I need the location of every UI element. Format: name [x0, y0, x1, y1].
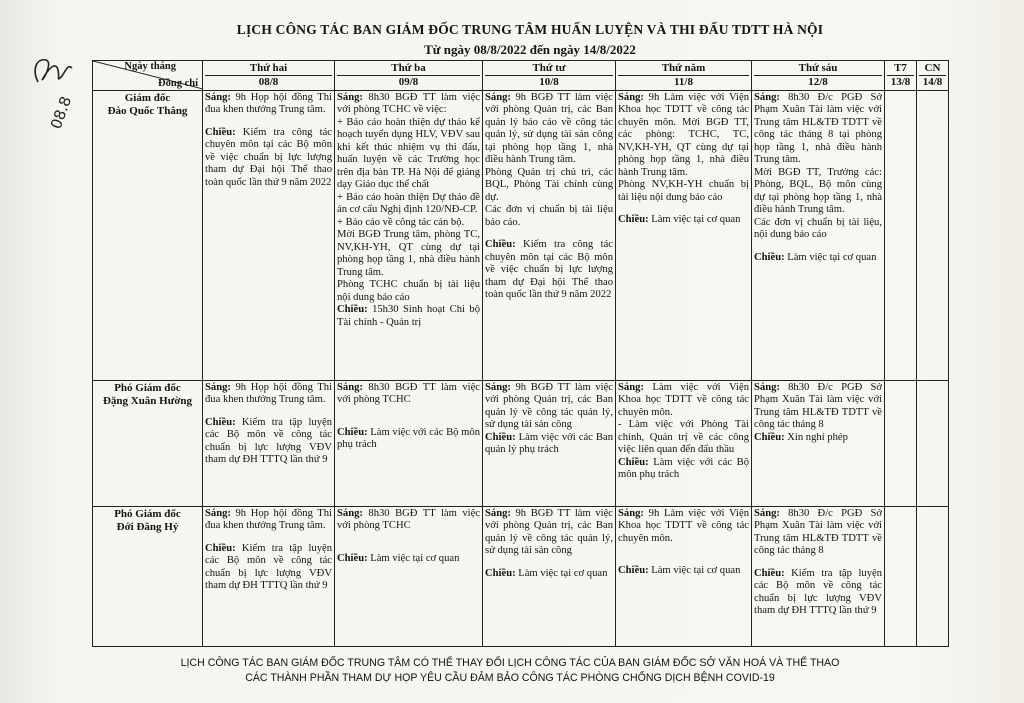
schedule-cell: [335, 90, 483, 380]
time-label: Chiều:: [618, 456, 649, 468]
schedule-cell: [483, 380, 616, 506]
schedule-entry: Chiều: Làm việc tại cơ quan: [337, 552, 460, 564]
time-label: Sáng:: [618, 381, 644, 393]
schedule-entry: Chiều: Xin nghỉ phép: [754, 431, 848, 443]
time-label: Sáng:: [485, 381, 511, 393]
person-name: Đào Quốc Thắng: [107, 104, 188, 117]
schedule-entry: Các đơn vị chuẩn bị tài liệu, nội dung báo cáo: [754, 216, 882, 241]
schedule-entry: Chiều: Làm việc tại cơ quan: [485, 567, 608, 579]
schedule-entry: Chiều: Làm việc với các Ban quản lý phụ trách: [485, 431, 613, 456]
schedule-cell: [203, 506, 335, 646]
spacer: [754, 558, 882, 568]
schedule-entry: Sáng: 8h30 Đ/c PGĐ Sở Phạm Xuân Tài làm việc với Trung tâm HL&TĐ TDTT về công tác tháng 8: [754, 507, 882, 557]
day-name: Thứ năm: [661, 62, 706, 74]
schedule-entry: + Báo cáo hoàn thiện dự thảo kế hoạch tuyển dụng HLV, VĐV sau khi kết thúc nhiệm vụ thi đấu, huấn luyện về các Trường học trên địa bàn TP. Hà Nội để giảng dạy Giáo dục thể chất: [337, 116, 480, 191]
schedule-entry: Chiều: Kiểm tra tập luyện các Bộ môn về công tác chuẩn bị lực lượng VĐV tham dự ĐH TTTQ lần thứ 9: [205, 416, 332, 466]
spacer: [337, 543, 480, 553]
person-name: Đặng Xuân Hường: [102, 394, 193, 407]
day-name: Thứ ba: [391, 62, 426, 74]
schedule-cell: [917, 506, 949, 646]
table-row: [93, 380, 949, 506]
time-label: Chiều:: [485, 239, 516, 251]
time-label: Chiều:: [485, 431, 516, 443]
corner-person-label: Đồng chí: [158, 77, 198, 89]
time-label: Sáng:: [618, 507, 644, 519]
spacer: [618, 204, 749, 214]
day-date: 08/8: [205, 75, 332, 89]
time-label: Chiều:: [337, 552, 368, 564]
time-label: Sáng:: [337, 91, 363, 103]
schedule-cell: [917, 90, 949, 380]
time-label: Sáng:: [205, 381, 231, 393]
schedule-entry: Chiều: Kiểm tra công tác chuyên môn tại các Bộ môn về việc chuẩn bị lực lượng tham dự Đại hội Thể thao toàn quốc lần thứ 9 năm 2022: [205, 126, 332, 188]
time-label: Chiều:: [754, 251, 785, 263]
schedule-cell: [203, 90, 335, 380]
spacer: [205, 407, 332, 417]
schedule-entry: Mời BGĐ TT, Trưởng các: Phòng, BQL, Bộ môn cùng dự tại phòng họp tầng 1, nhà điều hành Trung tâm.: [754, 166, 882, 216]
time-label: Chiều:: [337, 304, 368, 316]
schedule-cell: [616, 90, 752, 380]
spacer: [205, 533, 332, 543]
schedule-entry: - Làm việc với Phòng Tài chính, Quản trị về các công việc liên quan đến đấu thầu: [618, 419, 749, 456]
day-name: CN: [924, 62, 941, 74]
schedule-entry: Sáng: 9h Làm việc với Viện Khoa học TDTT về công tác chuyên môn. Mời BGĐ TT, các phòng: TCHC, TC, NV,KH-YH, QT cùng dự tại phòng họp tầng 1, nhà điều hành Trung tâm.: [618, 91, 749, 178]
schedule-entry: + Báo cáo hoàn thiện Dự thảo đề án cơ cấu Nghị định 120/NĐ-CP.: [337, 191, 480, 216]
day-name: Thứ tư: [532, 62, 566, 74]
schedule-entry: Chiều: Kiểm tra tập luyện các Bộ môn về công tác chuẩn bị lực lượng VĐV tham dự ĐH TTTQ lần thứ 9: [754, 567, 882, 617]
time-label: Sáng:: [754, 507, 780, 519]
schedule-entry: Sáng: 9h Họp hội đồng Thi đua khen thưởng Trung tâm.: [205, 507, 332, 532]
schedule-entry: Chiều: Kiểm tra tập luyện các Bộ môn về công tác chuẩn bị lực lượng VĐV tham dự ĐH TTTQ lần thứ 9: [205, 542, 332, 592]
day-date: 13/8: [887, 75, 914, 89]
footer-note-2: CÁC THÀNH PHẦN THAM DỰ HỌP YÊU CẦU ĐẢM BẢO CÔNG TÁC PHÒNG CHỐNG DỊCH BỆNH COVID-19: [245, 672, 775, 684]
spacer: [485, 558, 613, 568]
schedule-cell: [203, 380, 335, 506]
spacer: [337, 407, 480, 417]
schedule-entry: Chiều: Làm việc tại cơ quan: [618, 214, 741, 226]
schedule-cell: [335, 380, 483, 506]
time-label: Sáng:: [754, 381, 780, 393]
schedule-entry: Sáng: 9h BGĐ TT làm việc với phòng Quản trị, các Ban quản lý về công tác quản lý, sử dụng tài sản công: [485, 507, 613, 557]
schedule-cell: [885, 380, 917, 506]
schedule-cell: [483, 506, 616, 646]
schedule-table: [92, 60, 949, 647]
time-label: Sáng:: [485, 507, 511, 519]
schedule-entry: Sáng: 8h30 BGĐ TT làm việc với phòng TCHC: [337, 507, 480, 532]
schedule-body: [93, 90, 949, 646]
spacer: [618, 555, 749, 565]
day-header-wed: [483, 61, 616, 91]
day-date: 12/8: [754, 75, 882, 89]
time-label: Sáng:: [754, 91, 780, 103]
day-date: 11/8: [618, 75, 749, 89]
schedule-entry: Các đơn vị chuẩn bị tài liệu báo cáo.: [485, 204, 613, 228]
time-label: Chiều:: [754, 567, 785, 579]
schedule-entry: Chiều: Kiểm tra công tác chuyên môn tại các Bộ môn về việc chuẩn bị lực lượng tham dự Đại hội Thể thao toàn quốc lần thứ 9 năm 2022: [485, 239, 613, 301]
spacer: [618, 545, 749, 555]
header-corner: [93, 61, 203, 91]
schedule-cell: [885, 506, 917, 646]
table-row: [93, 506, 949, 646]
time-label: Chiều:: [754, 431, 785, 443]
person-title: Phó Giám đốc: [114, 507, 181, 520]
time-label: Chiều:: [205, 416, 236, 428]
time-label: Sáng:: [337, 381, 363, 393]
schedule-entry: Phòng NV,KH-YH chuẩn bị tài liệu nội dung báo cáo: [618, 179, 749, 203]
schedule-entry: Mời BGĐ Trung tâm, phòng TC, NV,KH-YH, QT cùng dự tại phòng họp tầng 1, nhà điều hành Trung tâm.: [337, 229, 480, 278]
day-header-tue: [335, 61, 483, 91]
person-name: Đới Đăng Hỷ: [116, 520, 179, 533]
schedule-entry: Sáng: 8h30 Đ/c PGĐ Sở Phạm Xuân Tài làm việc với Trung tâm HL&TĐ TDTT về công tác tháng 8 tại phòng họp tầng 1, nhà điều hành Trung tâm.: [754, 91, 882, 166]
schedule-cell: [616, 380, 752, 506]
document-title: LỊCH CÔNG TÁC BAN GIÁM ĐỐC TRUNG TÂM HUẤN LUYỆN VÀ THI ĐẤU TDTT HÀ NỘI: [236, 22, 824, 37]
signature-date: 08.8: [46, 93, 76, 132]
schedule-entry: Sáng: 9h Họp hội đồng Thi đua khen thưởng Trung tâm.: [205, 381, 332, 406]
time-label: Sáng:: [485, 91, 511, 103]
schedule-entry: Sáng: Làm việc với Viện Khoa học TDTT về công tác chuyên môn.: [618, 381, 749, 418]
schedule-entry: Chiều: Làm việc tại cơ quan: [754, 251, 877, 263]
schedule-entry: Phòng Quản trị chủ trì, các BQL, Phòng Tài chính cùng dự.: [485, 166, 613, 203]
schedule-entry: Phòng TCHC chuẩn bị tài liệu nội dung báo cáo: [337, 279, 480, 303]
schedule-cell: [483, 90, 616, 380]
day-header-fri: [752, 61, 885, 91]
schedule-cell: [616, 506, 752, 646]
person-cell: [93, 380, 203, 506]
schedule-cell: [752, 380, 885, 506]
day-date: 14/8: [919, 75, 946, 89]
schedule-cell: [917, 380, 949, 506]
table-row: [93, 90, 949, 380]
time-label: Sáng:: [618, 91, 644, 103]
time-label: Chiều:: [618, 214, 649, 226]
corner-date-label: Ngày tháng: [124, 61, 176, 72]
time-label: Sáng:: [337, 507, 363, 519]
time-label: Sáng:: [205, 507, 231, 519]
person-cell: [93, 506, 203, 646]
schedule-entry: Sáng: 8h30 Đ/c PGĐ Sở Phạm Xuân Tài làm việc với Trung tâm HL&TĐ TDTT về công tác tháng 8: [754, 381, 882, 431]
time-label: Chiều:: [337, 426, 368, 438]
handwritten-signature: [22, 40, 92, 150]
time-label: Chiều:: [205, 126, 236, 138]
spacer: [485, 229, 613, 239]
day-date: 10/8: [485, 75, 613, 89]
day-header-sun: [917, 61, 949, 91]
day-name: Thứ sáu: [798, 62, 838, 74]
day-name: T7: [894, 62, 907, 74]
schedule-entry: Sáng: 9h Họp hội đồng Thi đua khen thưởng Trung tâm.: [205, 91, 332, 116]
schedule-entry: Sáng: 9h Làm việc với Viện Khoa học TDTT về công tác chuyên môn.: [618, 507, 749, 544]
schedule-entry: Sáng: 9h BGĐ TT làm việc với phòng Quản trị, các Ban quản lý về công tác quản lý, sử dụng tài sản công: [485, 381, 613, 431]
time-label: Chiều:: [205, 542, 236, 554]
day-header-thu: [616, 61, 752, 91]
footer-note-1: LỊCH CÔNG TÁC BAN GIÁM ĐỐC TRUNG TÂM CÓ THỂ THAY ĐỔI LỊCH CÔNG TÁC CỦA BAN GIÁM ĐỐC SỞ VĂN HOÁ VÀ THỂ THAO: [180, 657, 840, 669]
spacer: [337, 533, 480, 543]
schedule-cell: [752, 506, 885, 646]
day-header-mon: [203, 61, 335, 91]
schedule-cell: [885, 90, 917, 380]
spacer: [205, 117, 332, 127]
schedule-entry: Chiều: Làm việc tại cơ quan: [618, 565, 741, 577]
spacer: [754, 242, 882, 252]
schedule-entry: + Báo cáo về công tác cán bộ.: [337, 216, 465, 228]
person-title: Phó Giám đốc: [114, 381, 181, 394]
day-name: Thứ hai: [249, 62, 288, 74]
schedule-cell: [335, 506, 483, 646]
schedule-entry: Chiều: 15h30 Sinh hoạt Chi bộ Tài chính - Quản trị: [337, 304, 480, 328]
time-label: Chiều:: [485, 567, 516, 579]
spacer: [337, 417, 480, 427]
person-title: Giám đốc: [124, 91, 171, 104]
person-cell: [93, 90, 203, 380]
schedule-entry: Sáng: 8h30 BGĐ TT làm việc với phòng TCHC về việc:: [337, 91, 480, 116]
schedule-entry: Chiều: Làm việc với các Bộ môn phụ trách: [618, 456, 749, 481]
time-label: Sáng:: [205, 91, 231, 103]
day-header-sat: [885, 61, 917, 91]
header-row: [93, 61, 949, 91]
schedule-entry: Sáng: 8h30 BGĐ TT làm việc với phòng TCHC: [337, 381, 480, 406]
schedule-cell: [752, 90, 885, 380]
time-label: Chiều:: [618, 565, 649, 577]
schedule-entry: Chiều: Làm việc với các Bộ môn phụ trách: [337, 426, 480, 451]
document-subtitle: Từ ngày 08/8/2022 đến ngày 14/8/2022: [424, 42, 636, 57]
day-date: 09/8: [337, 75, 480, 89]
schedule-entry: Sáng: 9h BGĐ TT làm việc với phòng Quản trị, các Ban quản lý báo cáo về công tác quản lý, sử dụng tài sản công tại phòng họp tầng 1, nhà điều hành Trung tâm.: [485, 91, 613, 166]
